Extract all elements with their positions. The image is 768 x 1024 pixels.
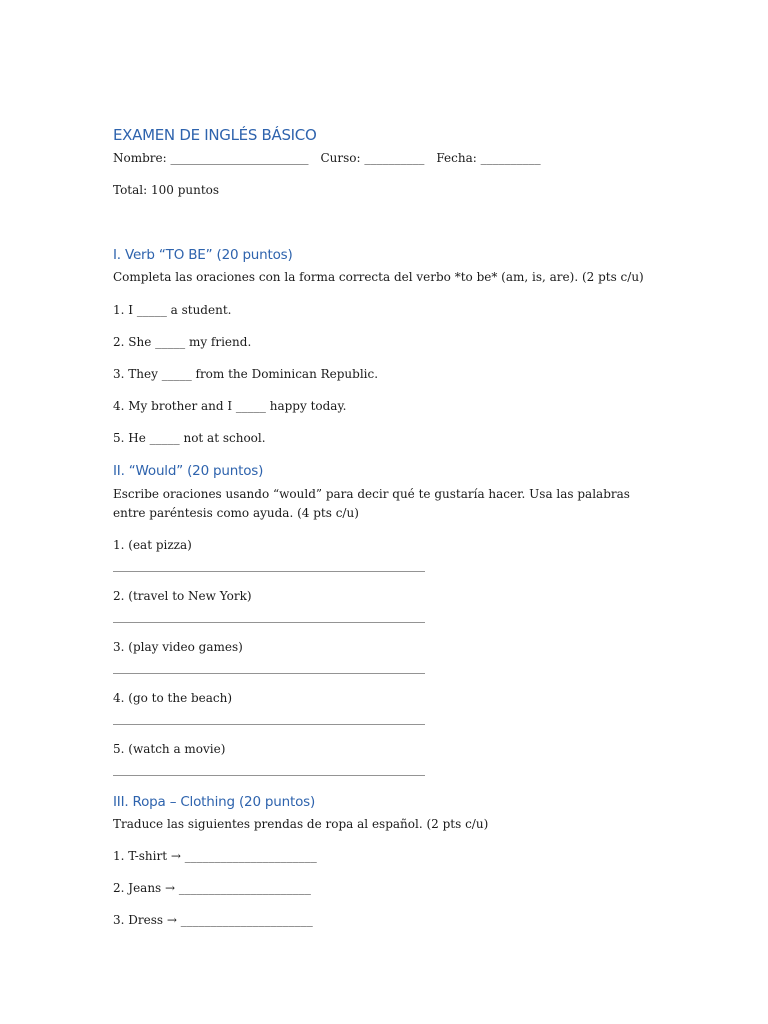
section-2-prompt: 2. (travel to New York) (113, 589, 252, 603)
section-2-prompt: 4. (go to the beach) (113, 691, 233, 705)
exam-title: EXAMEN DE INGLÉS BÁSICO (113, 126, 317, 144)
section-2-heading: II. “Would” (20 puntos) (113, 463, 264, 479)
section-1-item: 4. My brother and I _____ happy today. (113, 399, 347, 413)
answer-line: ____________________________________________________ (113, 762, 425, 776)
total-points: Total: 100 puntos (113, 183, 220, 197)
section-3-instructions: Traduce las siguientes prendas de ropa al español. (2 pts c/u) (113, 817, 489, 831)
section-2-prompt: 1. (eat pizza) (113, 538, 192, 552)
section-1-item: 2. She _____ my friend. (113, 335, 252, 349)
section-1-item: 3. They _____ from the Dominican Republic. (113, 367, 379, 381)
answer-line: ____________________________________________________ (113, 660, 425, 674)
answer-line: ____________________________________________________ (113, 609, 425, 623)
section-3-item: 2. Jeans → ______________________ (113, 881, 311, 895)
nombre-field: Nombre: _______________________ (113, 151, 309, 165)
student-info-row (113, 150, 541, 166)
section-2-prompt: 5. (watch a movie) (113, 742, 226, 756)
fecha-field: Fecha: __________ (436, 151, 541, 165)
section-1-item: 5. He _____ not at school. (113, 431, 266, 445)
section-3-heading: III. Ropa – Clothing (20 puntos) (113, 794, 316, 810)
answer-line: ____________________________________________________ (113, 711, 425, 725)
section-2-instructions: Escribe oraciones usando “would” para decir qué te gustaría hacer. Usa las palabras entre paréntesis como ayuda. (4 pts c/u) (113, 487, 630, 520)
section-3-item: 1. T-shirt → ______________________ (113, 849, 317, 863)
section-3-item: 3. Dress → ______________________ (113, 913, 313, 927)
section-2-prompt: 3. (play video games) (113, 640, 243, 654)
curso-field: Curso: __________ (320, 151, 425, 165)
section-1-instructions: Completa las oraciones con la forma correcta del verbo *to be* (am, is, are). (2 pts c/u) (113, 270, 644, 284)
answer-line: ____________________________________________________ (113, 558, 425, 572)
section-1-heading: I. Verb “TO BE” (20 puntos) (113, 247, 293, 263)
section-1-item: 1. I _____ a student. (113, 303, 232, 317)
